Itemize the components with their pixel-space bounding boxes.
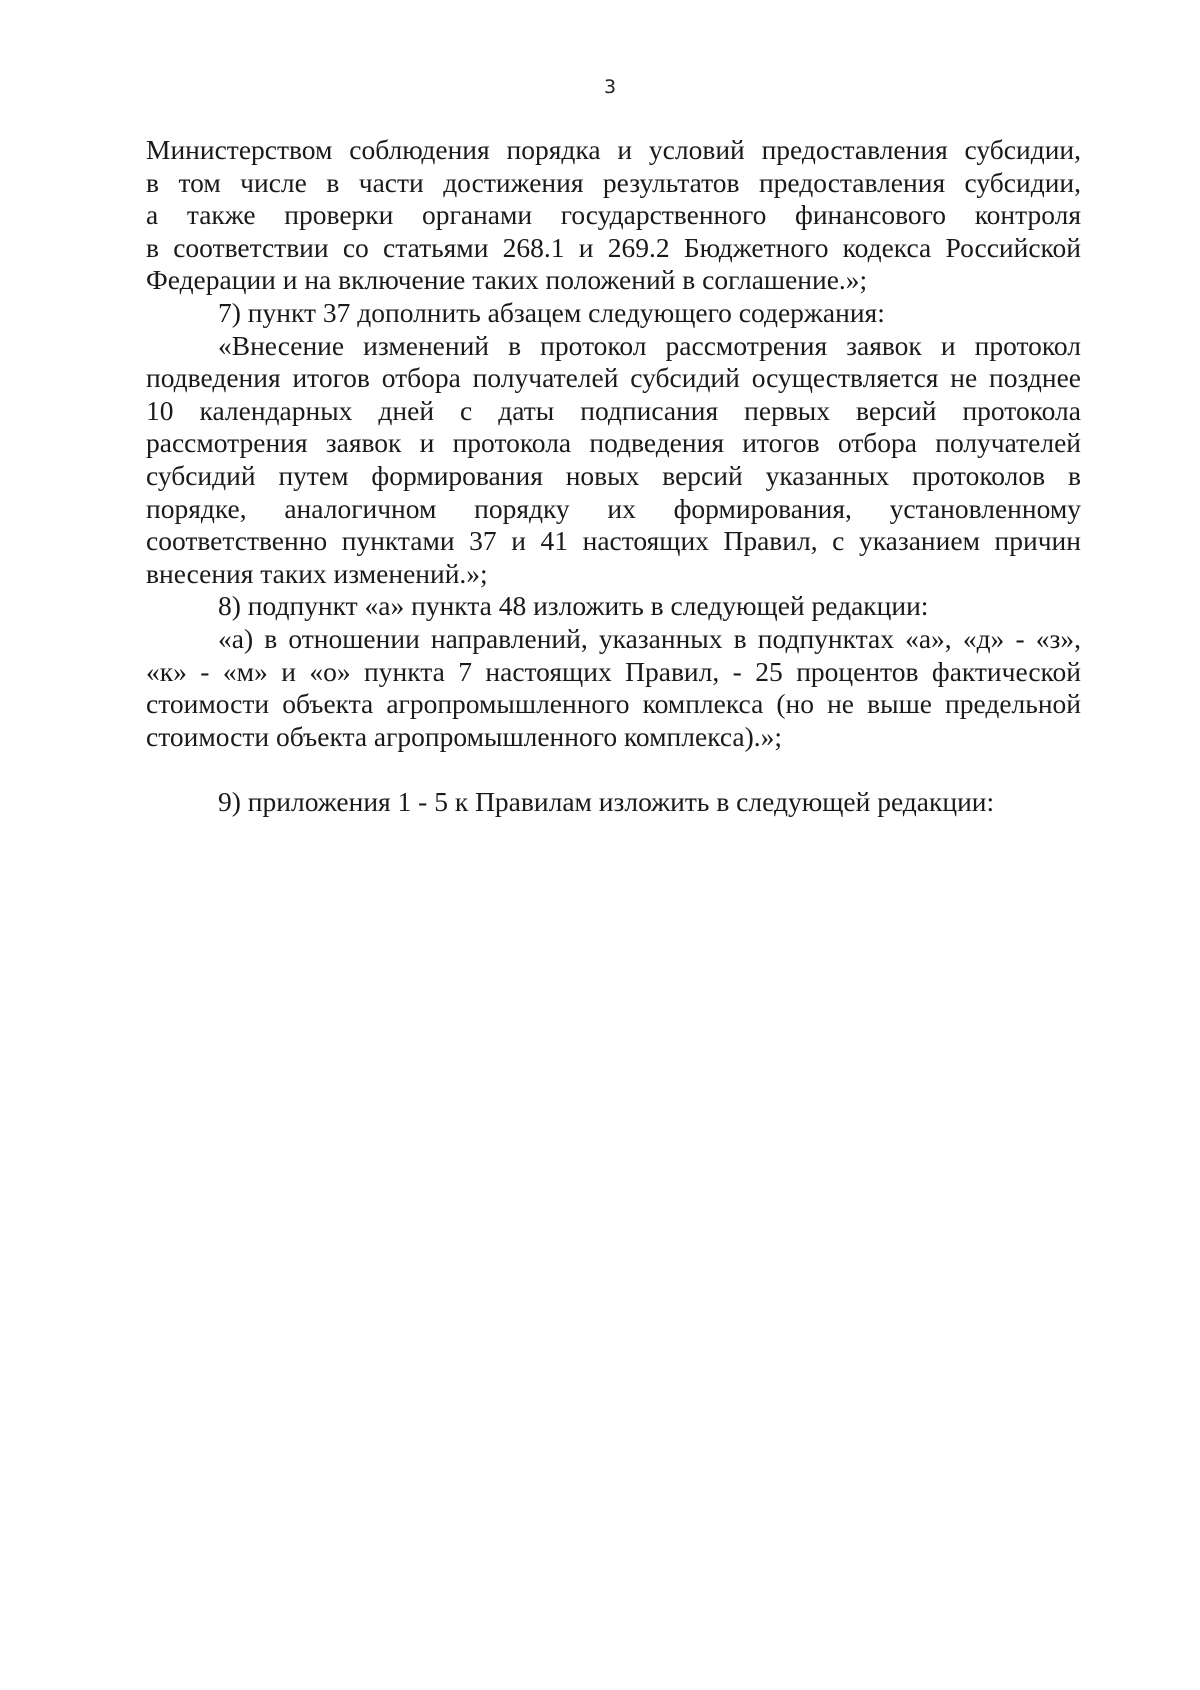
text-line: 9) приложения 1 - 5 к Правилам изложить в следующей редакции: xyxy=(218,786,995,818)
text-line: подведения итогов отбора получателей субсидий осуществляется не позднее xyxy=(146,362,1081,394)
text-line: «Внесение изменений в протокол рассмотрения заявок и протокол xyxy=(218,329,1081,361)
text-line: соответственно пунктами 37 и 41 настоящих Правил, с указанием причин xyxy=(146,525,1081,557)
text-line: 8) подпункт «а» пункта 48 изложить в следующей редакции: xyxy=(218,590,929,622)
text-line: Министерством соблюдения порядка и условий предоставления субсидии, xyxy=(146,134,1081,165)
paragraph-item-8 xyxy=(146,590,1081,623)
page-number: 3 xyxy=(603,76,617,98)
paragraph-item-7-quote xyxy=(146,330,1081,591)
text-line: порядке, аналогичном порядку их формирования, установленному xyxy=(146,492,1081,524)
text-line: рассмотрения заявок и протокола подведения итогов отбора получателей xyxy=(146,427,1081,459)
text-line: внесения таких изменений.»; xyxy=(146,557,488,589)
paragraph-item-7 xyxy=(146,297,1081,330)
text-line: субсидий путем формирования новых версий указанных протоколов в xyxy=(146,459,1081,491)
document-body xyxy=(146,134,1081,819)
text-line: 7) пункт 37 дополнить абзацем следующего содержания: xyxy=(218,296,885,328)
paragraph-item-8-quote xyxy=(146,623,1081,753)
text-line: а также проверки органами государственного финансового контроля xyxy=(146,199,1081,231)
text-line: «а) в отношении направлений, указанных в подпунктах «а», «д» - «з», xyxy=(218,622,1081,654)
text-line: «к» - «м» и «о» пункта 7 настоящих Правил, - 25 процентов фактической xyxy=(146,655,1081,687)
text-line: в соответствии со статьями 268.1 и 269.2 Бюджетного кодекса Российской xyxy=(146,231,1081,263)
text-line: 10 календарных дней с даты подписания первых версий протокола xyxy=(146,394,1081,426)
text-line: Федерации и на включение таких положений в соглашение.»; xyxy=(146,264,868,296)
paragraph-item-9 xyxy=(146,786,1081,819)
text-line: стоимости объекта агропромышленного комплекса).»; xyxy=(146,720,783,752)
text-line: в том числе в части достижения результатов предоставления субсидии, xyxy=(146,166,1081,198)
paragraph-continuation xyxy=(146,134,1081,297)
text-line: стоимости объекта агропромышленного комплекса (но не выше предельной xyxy=(146,688,1081,720)
